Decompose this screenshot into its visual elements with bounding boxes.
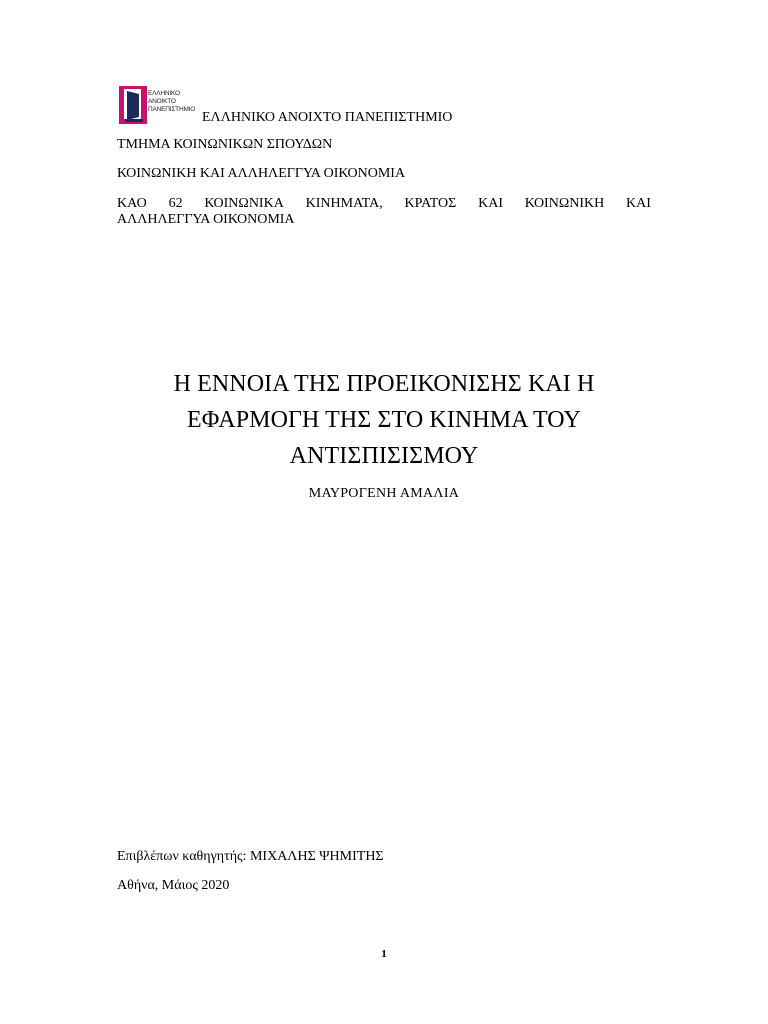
course-word: ΚΟΙΝΩΝΙΚΑ <box>204 196 284 211</box>
supervisor-line: Επιβλέπων καθηγητής: ΜΙΧΑΛΗΣ ΨΗΜΙΤΗΣ <box>117 849 384 864</box>
course-title <box>117 196 651 228</box>
university-logo-icon <box>119 86 147 124</box>
logo-text-line: ΠΑΝΕΠΙΣΤΗΜΙΟ <box>148 106 196 113</box>
page-number: 1 <box>381 948 387 960</box>
course-word: ΚΡΑΤΟΣ <box>404 196 457 211</box>
course-word: 62 <box>168 196 183 211</box>
cover-footer <box>117 849 651 894</box>
course-word: ΚΟΙΝΩΝΙΚΗ <box>524 196 605 211</box>
thesis-title-line: Η ΕΝΝΟΙΑ ΤΗΣ ΠΡΟΕΙΚΟΝΙΣΗΣ ΚΑΙ Η <box>173 371 595 397</box>
author-name: ΜΑΥΡΟΓΕΝΗ ΑΜΑΛΙΑ <box>308 486 460 501</box>
department-name: ΤΜΗΜΑ ΚΟΙΝΩΝΙΚΩΝ ΣΠΟΥΔΩΝ <box>117 137 333 152</box>
thesis-title-line: ΕΦΑΡΜΟΓΗ ΤΗΣ ΣΤΟ ΚΙΝΗΜΑ ΤΟΥ <box>187 407 581 433</box>
logo-text-line: ΕΛΛΗΝΙΚΟ <box>148 90 180 97</box>
course-title-line-1 <box>117 196 651 212</box>
university-name: ΕΛΛΗΝΙΚΟ ΑΝΟΙΧΤΟ ΠΑΝΕΠΙΣΤΗΜΙΟ <box>202 110 453 125</box>
place-date-line: Αθήνα, Μάιος 2020 <box>117 878 230 893</box>
thesis-title-line: ΑΝΤΙΣΠΙΣΙΣΜΟΥ <box>289 443 479 469</box>
logo-wordmark <box>148 90 195 114</box>
course-title-line-2: ΑΛΛΗΛΕΓΓΥΑ ΟΙΚΟΝΟΜΙΑ <box>117 212 295 227</box>
course-word: ΚΑΟ <box>117 196 147 211</box>
thesis-title-block <box>84 366 684 502</box>
logo-row <box>117 84 651 126</box>
course-word: ΚΑΙ <box>478 196 503 211</box>
program-name: ΚΟΙΝΩΝΙΚΗ ΚΑΙ ΑΛΛΗΛΕΓΓΥΑ ΟΙΚΟΝΟΜΙΑ <box>117 166 406 181</box>
cover-header <box>117 84 651 228</box>
logo-text-line: ΑΝΟΙΚΤΟ <box>148 98 176 105</box>
university-logo <box>117 84 199 126</box>
course-word: ΚΙΝΗΜΑΤΑ, <box>305 196 383 211</box>
course-word: ΚΑΙ <box>626 196 651 211</box>
